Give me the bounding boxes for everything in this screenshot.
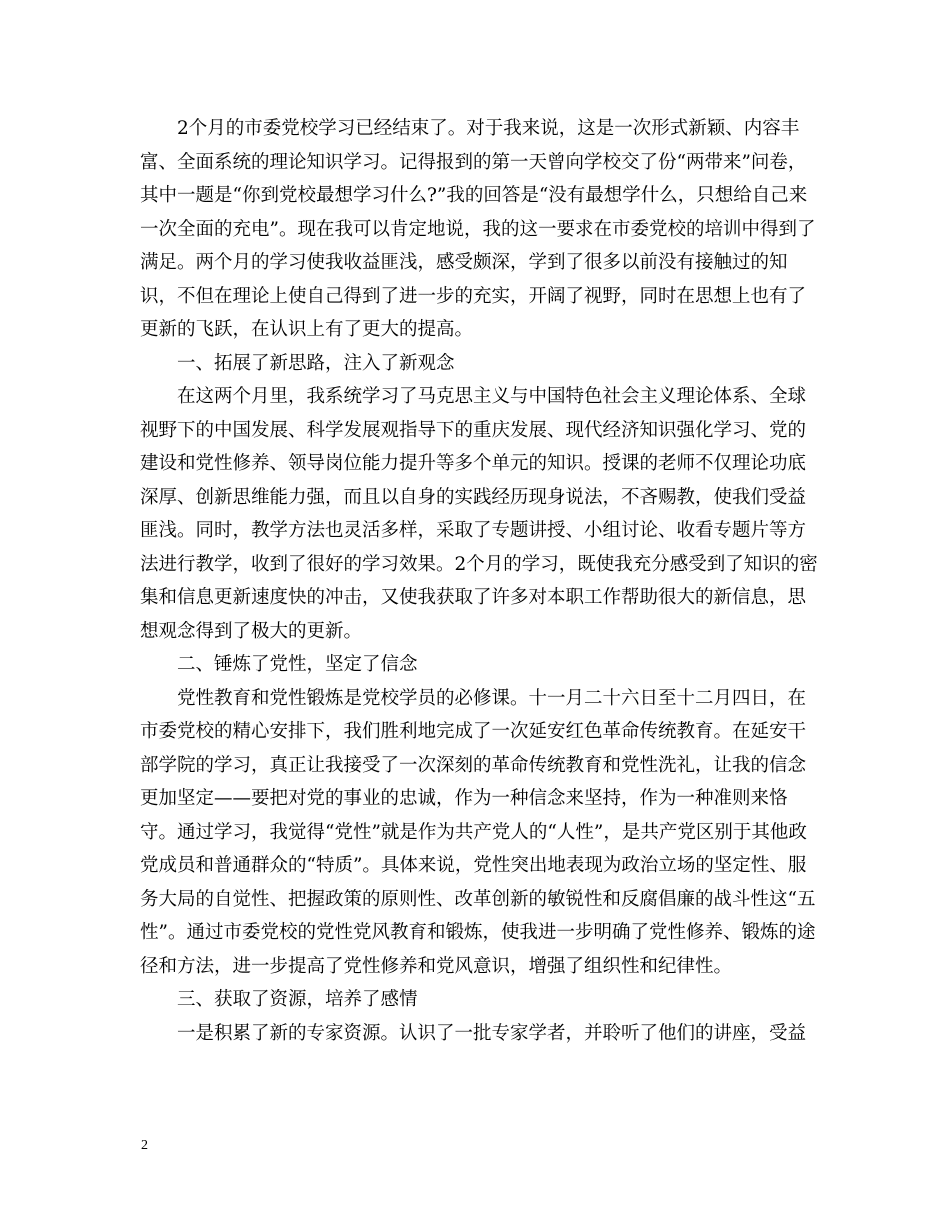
intro-paragraph: 2个月的市委党校学习已经结束了。对于我来说，这是一次形式新颖、内容丰富、全面系统的理论知识学习。记得报到的第一天曾向学校交了份“两带来”问卷，其中一题是“你到党校最想学习什么?”我的回答是“没有最想学什么，只想给自己来一次全面的充电”。现在我可以肯定地说，我的这一要求在市委党校的培训中得到了满足。两个月的学习使我收益匪浅，感受颇深，学到了很多以前没有接触过的知识，不但在理论上使自己得到了进一步的充实，开阔了视野，同时在思想上也有了更新的飞跃，在认识上有了更大的提高。 [140, 118, 816, 340]
section-heading-3: 三、获取了资源，培养了感情 [177, 989, 418, 1010]
section-2-paragraph: 党性教育和党性锻炼是党校学员的必修课。十一月二十六日至十二月四日，在市委党校的精心安排下，我们胜利地完成了一次延安红色革命传统教育。在延安干部学院的学习，真正让我接受了一次深刻的革命传统教育和党性洗礼，让我的信念更加坚定——要把对党的事业的忠诚，作为一种信念来坚持，作为一种准则来恪守。通过学习，我觉得“党性”就是作为共产党人的“人性”，是共产党区别于其他政党成员和普通群众的“特质”。具体来说，党性突出地表现为政治立场的坚定性、服务大局的自觉性、把握政策的原则性、改革创新的敏锐性和反腐倡廉的战斗性这“五性”。通过市委党校的党性党风教育和锻炼，使我进一步明确了党性修养、锻炼的途径和方法，进一步提高了党性修养和党风意识，增强了组织性和纪律性。 [140, 687, 816, 977]
document-body [140, 112, 820, 1050]
page-number: 2 [141, 1138, 148, 1153]
section-3-paragraph: 一是积累了新的专家资源。认识了一批专家学者，并聆听了他们的讲座，受益 [177, 1022, 807, 1044]
section-heading-2: 二、锤炼了党性，坚定了信念 [177, 654, 418, 675]
section-heading-1: 一、拓展了新思路，注入了新观念 [177, 352, 455, 374]
section-1-paragraph: 在这两个月里，我系统学习了马克思主义与中国特色社会主义理论体系、全球视野下的中国发展、科学发展观指导下的重庆发展、现代经济知识强化学习、党的建设和党性修养、领导岗位能力提升等多个单元的知识。授课的老师不仅理论功底深厚、创新思维能力强，而且以自身的实践经历现身说法，不吝赐教，使我们受益匪浅。同时，教学方法也灵活多样，采取了专题讲授、小组讨论、收看专题片等方法进行教学，收到了很好的学习效果。2个月的学习，既使我充分感受到了知识的密集和信息更新速度快的冲击，又使我获取了许多对本职工作帮助很大的新信息，思想观念得到了极大的更新。 [140, 386, 818, 642]
